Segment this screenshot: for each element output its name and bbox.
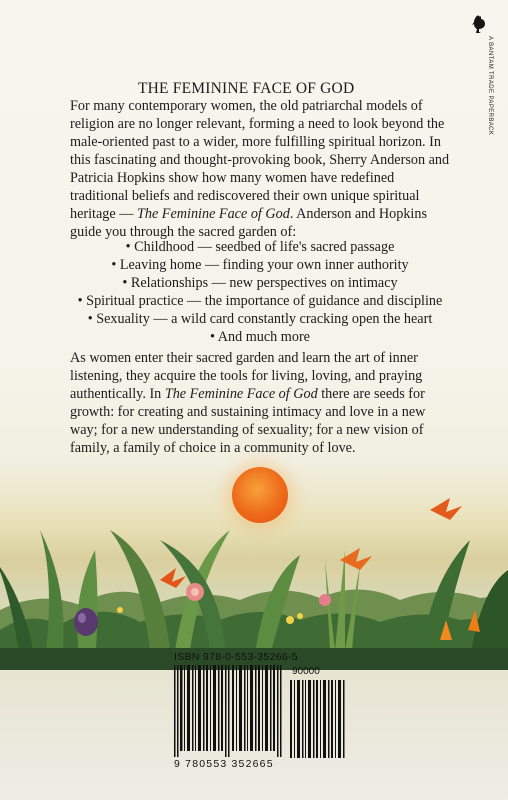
intro-text-1: For many contemporary women, the old patriarchal models of religion are no longer relevant, forming a need to look beyond the male-oriented past to a wider, more fulfilling spiritual horizon. In this fascinating and thought-provoking book, Sherry Anderson and Patricia Hopkins show how many women have redefined traditional beliefs and rediscovered their own unique spiritual heritage — [70,98,450,222]
topics-list [60,238,460,346]
list-item: • Relationships — new perspectives on intimacy [122,275,398,291]
price-code: 90000 [292,666,320,677]
outro-book-title: The Feminine Face of God [164,386,318,402]
list-item: • Spiritual practice — the importance of guidance and discipline [77,293,443,309]
outro-paragraph [70,349,450,457]
intro-paragraph [70,97,452,241]
book-title-heading: THE FEMININE FACE OF GOD [138,80,355,97]
outro-text-1: As women enter their sacred garden and learn the art of inner listening, they acquire the tools for living, loving, and praying authentically. In [70,350,423,402]
list-item: • And much more [210,329,310,345]
list-item: • Sexuality — a wild card constantly cracking open the heart [87,311,433,327]
imprint-text: A BANTAM TRADE PAPERBACK [487,36,493,136]
isbn-label: ISBN 978-0-553-35266-5 [174,651,298,663]
price-barcode [290,680,345,758]
list-item: • Leaving home — finding your own inner authority [111,257,409,273]
list-item: • Childhood — seedbed of life's sacred passage [125,239,395,255]
intro-book-title: The Feminine Face of God [136,206,290,222]
rooster-icon [470,14,488,34]
outro-text-2: there are seeds for growth: for creating and sustaining intimacy and love in a new way; for a new understanding of sexuality; for a new vision of family, a family of choice in a community of love. [70,386,426,456]
jungle-illustration [0,470,508,670]
ean-barcode [174,665,282,757]
barcode-digits: 9 780553 352665 [174,758,274,770]
intro-text-2: . Anderson and Hopkins guide you through the sacred garden of: [70,206,427,240]
